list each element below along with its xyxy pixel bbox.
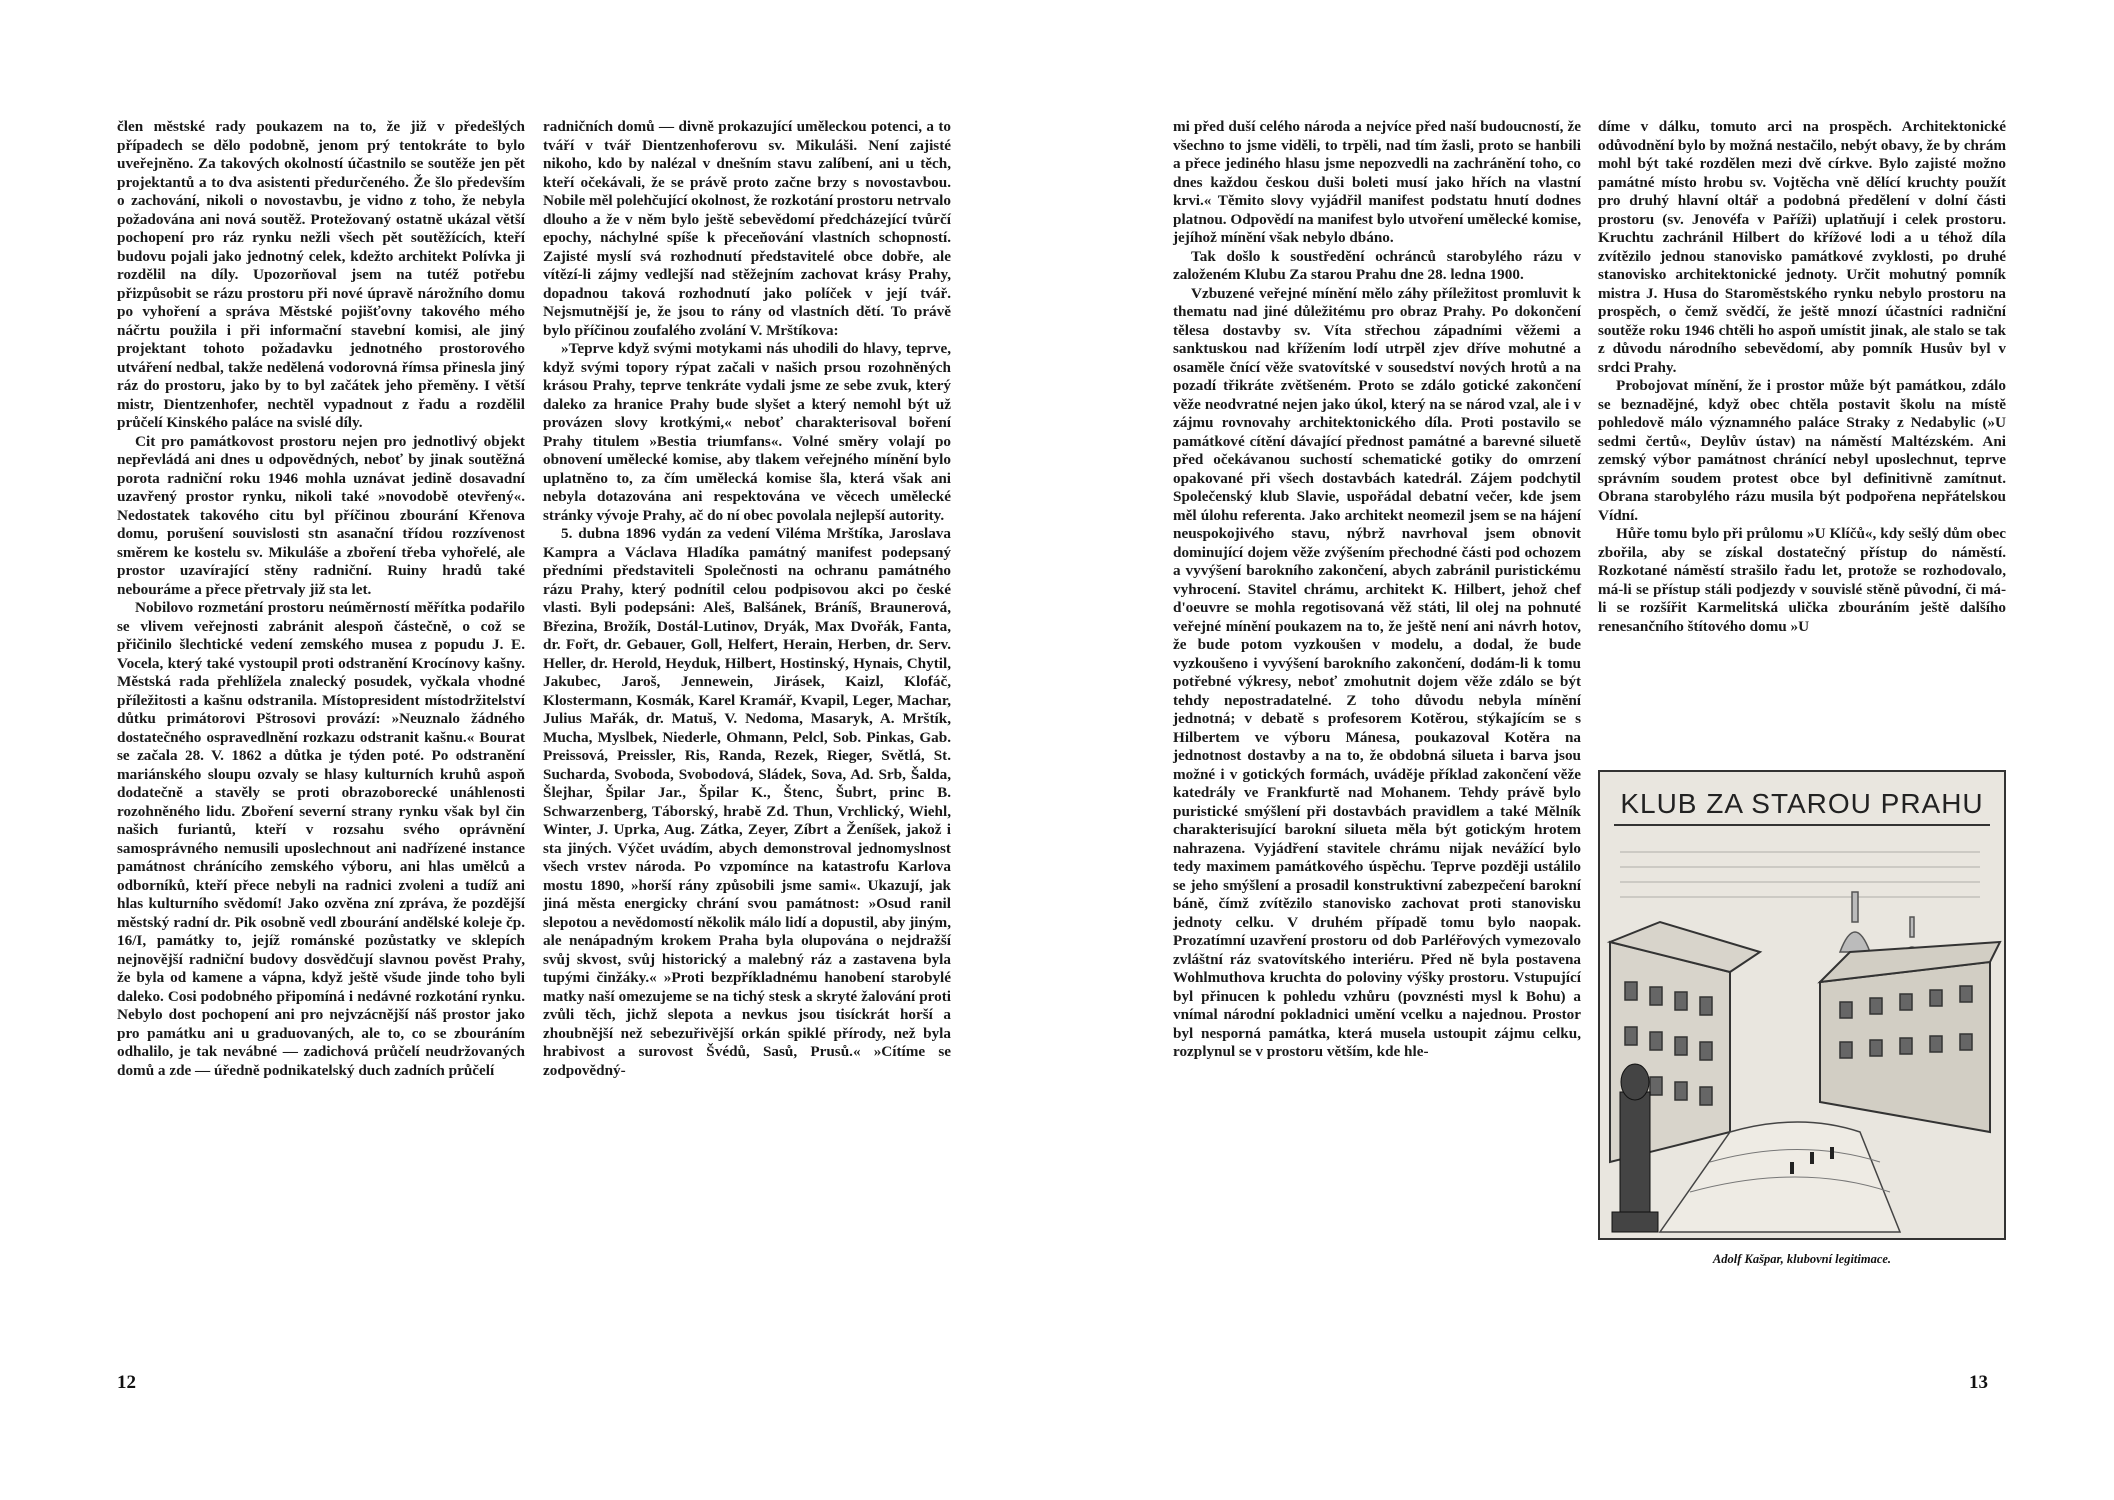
paragraph: »Teprve když svými motykami nás uhodili do hlavy, teprve, když svými topory rýpat začali v našich prsou rozohněných krásou Prahy, teprve tenkráte vydali jsme ze sebe zvuk, který daleko za hranice Prahy bude slyšet a který nemohl být už provázen slovy krotkými,« neboť charakterisoval boření Prahy titulem »Bestia triumfans«. Volné směry volají po obnovení umělecké komise, aby tlakem veřejného mínění bylo uplatněno to, za čím umělecká komise šla, která však ani nebyla dotazována ani respektována ve věcech umělecké stránky vývoje Prahy, ač do ní obec povolala nejlepší autority. — [543, 340, 951, 524]
page-number: 12 — [117, 1372, 136, 1393]
left-column-2 — [543, 118, 951, 1080]
page-number: 13 — [1969, 1372, 1988, 1393]
figure-caption: Adolf Kašpar, klubovní legitimace. — [1712, 1252, 1892, 1266]
paragraph: radničních domů — divně prokazující uměleckou potenci, a to tváří v tvář Dientzenhoferovu sv. Mikuláši. Není zajisté nikoho, kdo by nalézal v dnešním stavu zalíbení, ani u těch, kteří očekávali, že se právě proto začne brzy s novostavbou. Nobile měl polehčující okolnost, že rozkotání prostoru netrvalo dlouho a že v něm bylo ještě sebevědomí předcházející tvůrčí epochy, náchylné spíše k přeceňování vlastních schopností. Zajisté myslí svá rozhodnutí představitelé obce dobře, ale vítězí-li zájmy vedlejší nad stěžejním zachovat krásy Prahy, dopadnou taková rozhodnutí jako políček v její tvář. Nejsmutnější je, že jsou to rány od vlastních dětí. To právě bylo příčinou zoufalého zvolání V. Mrštíkova: — [543, 118, 951, 339]
right-column-2 — [1598, 118, 2006, 636]
paragraph: Tak došlo k soustředění ochránců starobylého rázu v založeném Klubu Za starou Prahu dne 28. ledna 1900. — [1173, 247, 1581, 283]
paragraph: Probojovat mínění, že i prostor může být památkou, zdálo se beznadějné, když obec chtěla postavit školu na místě pohledově málo významného paláce Straky z Nedabylic (»U sedmi čertů«, Deylův ústav) na náměstí Maltézském. Ani zemský výbor památnost chránící nebyl uposlechnut, teprve správním soudem protest obce byl definitivně zamítnut. Obrana starobylého rázu musila být podpořena nepřátelskou Vídní. — [1598, 377, 2006, 524]
illustration-title: KLUB ZA STAROU PRAHU — [1614, 788, 1990, 826]
right-page — [1057, 0, 2114, 1500]
paragraph: díme v dálku, tomuto arci na prospěch. Architektonické odůvodnění bylo by možná nestačilo, nebýt obavy, že by chrám mohl být také rozdělen mezi dvě církve. Bylo zajisté možno památné místo hrobu sv. Vojtěcha vně dělící kruchty použít pro druhý hlavní oltář a podobná předělení v dolní části prostoru (sv. Jenovéfa v Paříži) uplatňují i celek prostoru. Kruchtu zachránil Hilbert do křížové lodi a u téhož díla zvítězilo jednou stanovisko památkové zvyklosti, po druhé stanovisko architektonické jednoty. Určit mohutný pomník mistra J. Husa do Staroměstského rynku nebylo prostoru na prospěch, o čemž svědčí, že ještě mnozí účastníci radniční soutěže roku 1946 chtěli ho aspoň umístit jinak, ale stalo se tak z důvodu národního sebevědomí, aby pomník Husův byl v srdci Prahy. — [1598, 118, 2006, 376]
left-column-1 — [117, 118, 525, 1080]
paragraph: Hůře tomu bylo při průlomu »U Klíčů«, kdy sešlý dům obec zbořila, aby se získal dostatečný přístup do náměstí. Rozkotané náměstí strašilo řadu let, protože se rozhodovalo, má-li se přístup stáli podjezdy v souvislé stěně původní, či má-li se rozšířit Karmelitská ulička zbouráním ještě dalšího renesančního štítového domu »U — [1598, 525, 2006, 635]
paragraph: Cit pro památkovost prostoru nejen pro jednotlivý objekt nepřevládá ani dnes u odpovědných, neboť by jinak soutěžná porota radniční roku 1946 mohla uznávat jedině dosavadní uzavřený prostor rynku, nikoli také »novodobě otevřený«. Nedostatek takového citu byl příčinou zbourání Křenova domu, porušení souvislosti stn asanační třídou rozzívenost směrem ke kostelu sv. Mikuláše a zboření třeba vyhořelé, ale prostor uzavírající stěny radniční. Ruiny hradů také nebouráme a přece přetrvaly již sta let. — [117, 432, 525, 598]
right-column-1 — [1173, 118, 1581, 1062]
paragraph: člen městské rady poukazem na to, že již v předešlých případech se dělo podobně, jenom prý tentokráte to bylo uveřejněno. Za takových okolností účastnilo se soutěže jen pět projektantů a to dva asistenti předurčeného. Že šlo především o zachování, nikoli o novostavbu, je vidno z toho, že nebyla požadována ani nová soutěž. Protežovaný ostatně ukázal větší pochopení pro ráz rynku nežli všech pět soutěžících, kteří budovu pojali jako jednotný celek, kdežto architekt Polívka ji rozdělil na díly. Upozorňoval jsem na tutéž potřebu přizpůsobit se rázu prostoru při nové úpravě nárožního domu po vyhoření a správa Městské pojišťovny takového mého náčrtu použila i při informační stavební komisi, ale jiný projektant tohoto požadavku jednotného prostorového utváření nedbal, takže nedělená vodorovná římsa přinesla jiný ráz do prostoru, jako by to byl začátek jeho přeměny. I větší mistr, Dientzenhofer, nechtěl vypadnout z řadu a rozdělil průčelí Kinského paláce na svislé díly. — [117, 118, 525, 431]
paragraph: Nobilovo rozmetání prostoru neúměrností měřítka podařilo se vlivem veřejnosti zabránit alespoň částečně, o což se přičinilo šlechtické vedení zemského musea z popudu J. E. Vocela, který také vystoupil proti odstranění Krocínovy kašny. Městská rada přehlížela znalecký posudek, vyčkala vhodné příležitosti a kašnu odstranila. Místopresident místodržitelství důtku primátorovi Pštrosovi provází: »Neuznalo žádného dostatečného ospravedlnění rozkazu odstranit kašnu.« Bourat se začala 28. V. 1862 a důtka je týden poté. Po odstranění mariánského sloupu ozvaly se hlasy kulturních kruhů aspoň dodatečně a stavěly se proti obrazoborecké unáhlenosti rozohněného lidu. Zboření severní strany rynku však byl čin našich furiantů, kteří v rozsahu svého oprávnění samosprávného nemusili uposlechnout ani nadřízené instance památnost chránícího zemského výboru, ani hlas umělců a odborníků, kteří přece nebyli na radnici zvoleni a tudíž ani hlas kulturního svědomí! Jako ozvěna zní zpráva, že pozdější městský radní dr. Pik osobně vedl zbourání andělské koleje čp. 16/I, památky to, jejíž románské pozůstatky ve sklepích nejnovější radniční budovy dosvědčují slavnou pověst Prahy, že byla od kamene a vápna, když ještě všude jinde toho byli daleko. Cosi podobného připomíná i nedávné rozkotání rynku. Nebylo dost pochopení ani pro nejvzácnější náš prostor jako pro památku ani u graduovaných, ale to, co se zbouráním odhalilo, je tak nevábné — zadichová průčelí neudržovaných domů a zde — úředně podnikatelský duch zadních průčelí — [117, 599, 525, 1079]
paragraph: 5. dubna 1896 vydán za vedení Viléma Mrštíka, Jaroslava Kampra a Václava Hladíka památný manifest podepsaný předními představiteli Společnosti na ochranu památného rázu Prahy, který podnítil celou podpisovou akci po české vlasti. Byli podepsáni: Aleš, Balšánek, Bráníš, Braunerová, Březina, Brožík, Dostál-Lutinov, Dryák, Max Dvořák, Fanta, dr. Fořt, dr. Gebauer, Goll, Helfert, Herain, Herben, dr. Serv. Heller, dr. Herold, Heyduk, Hilbert, Hostinský, Hynais, Chytil, Jakubec, Jaroš, Jennewein, Jirásek, Kaizl, Klofáč, Klostermann, Kosmák, Karel Kramář, Kvapil, Leger, Machar, Julius Mařák, dr. Matuš, V. Nedoma, Masaryk, A. Mrštík, Mucha, Myslbek, Niederle, Ohmann, Pelcl, Sob. Pinkas, Gab. Preissová, Preissler, Ris, Randa, Rezek, Rieger, Světlá, St. Sucharda, Svoboda, Svobodová, Sládek, Sova, Ad. Srb, Šalda, Šlejhar, Špilar Jar., Špilar K., Štenc, Šubrt, princ B. Schwarzenberg, Táborský, hrabě Zd. Thun, Vrchlický, Wiehl, Winter, J. Uprka, Aug. Zátka, Zeyer, Zíbrt a Ženíšek, jakož i sta jiných. Výčet uvádím, abych demonstroval jednomyslnost všech vrstev národa. Po vzpomínce na katastrofu Karlova mostu 1890, »horší rány způsobili jsme sami«. Ukazují, jak jiná města energicky chrání svou památnost: »Osud ranil slepotou a nevědomostí několik málo lidí a dopustil, aby jiným, ale nenápadným krokem Praha byla olupována o nejdražší svůj skvost, svůj historický a malebný ráz a zastavena byla tupými činžáky.« »Proti bezpříkladnému hanobení starobylé matky naší omezujeme se na tichý stesk a skryté žalování proti zvůli těch, jichž slepota a nevkus jsou tisíckrát horší a zhoubnější než sebezuřivější orkán spiklé přírody, než byla hrabivost a surovost Švédů, Sasů, Prusů.« »Cítíme se zodpovědný- — [543, 525, 951, 1079]
figure-club-membership-card — [1598, 770, 2006, 1282]
prague-street-sketch — [1600, 832, 2004, 1238]
paragraph: mi před duší celého národa a nejvíce před naší budoucností, že všechno to jsme viděli, to trpěli, nad tím žasli, proto se hanbili a přece jediného hlasu jsme nepozvedli na zachránění toho, co dnes každou českou duši boleti musí jako hřích na vlastní krvi.« Těmito slovy vyjádřil manifest podstatu hnutí dodnes platnou. Odpovědí na manifest bylo utvoření umělecké komise, jejíhož mínění však nebylo dbáno. — [1173, 118, 1581, 246]
illustration-frame — [1598, 770, 2006, 1240]
paragraph: Vzbuzené veřejné mínění mělo záhy příležitost promluvit k thematu nad jiné důležitému pro obraz Prahy. Po dokončení tělesa dostavby sv. Víta střechou západními věžemi a sanktuskou nad křížením lodí utrpěl zjev dříve mohutné a osaměle čnící věže svatovítské v sousedství nových hrotů a na pozadí třikráte zvětšeném. Proto se zdálo gotické zakončení věže neodvratné nejen jako úkol, který na se národ vzal, ale i v zájmu rovnovahy architektonického díla. Proti postavilo se památkové cítění dávající přednost památné a barevné siluetě před očekávanou suchostí schematické gotiky do omrzení opakované při všech dostavbách katedrál. Zájem podchytil Společenský klub Slavie, uspořádal debatní večer, kde jsem měl úlohu referenta. Jako architekt neomezil jsem se na hájení neuspokojivého stavu, nýbrž navrhoval jsem obnovit dominující dojem věže zvýšením přechodné části pod ochozem a vyvýšení barokního zakončení, abych zabránil puristickému vyhrocení. Stavitel chrámu, architekt K. Hilbert, jehož chef d'oeuvre se mohla regotisovaná věž státi, lil olej na pohnuté veřejné mínění poukazem na to, že ještě není ani návrh hotov, že bude potom vyzkoušen v modelu, a dodal, že bude vyzkoušeno i vyvýšení barokního zakončení, dodám-li k tomu potřebné výkresy, neboť zmohutnit dojem věže zdálo se být tehdy nepostradatelné. Z toho důvodu nebyla mínění jednotná; v debatě s profesorem Kotěrou, stýkajícím se s Hilbertem ve výboru Mánesa, poukazoval Kotěra na jednotnost dostavby a na to, že obdobná silueta i barva jsou možné i v gotických formách, uváděje příklad zakončení věže katedrály ve Frankfurtě nad Mohanem. Tehdy právě bylo puristické smýšlení při dostavbách pravidlem a také Mělník charakterisující barokní silueta měla být gotickým hrotem nahrazena. Vyjádření stavitele chrámu nijak nevážící bylo tedy maximem památkového úspěchu. Teprve později ustálilo se jeho smýšlení a prosadil konstruktivní zabezpečení barokní báně, čímž zvítězilo stanovisko zachovat proti stanovisku jednoty celku. V druhém případě tomu bylo naopak. Prozatímní uzavření prostoru od dob Parléřových vymezovalo zvláštní ráz svatovítského interiéru. Před ně byla postavena Wohlmuthova kruchta do poloviny výšky prostoru. Vstupující byl přinucen k pohledu vzhůru (povznésti mysl k Bohu) a vnímal národní pokladnici umění vcelku a najednou. Prostor byl nesporná památka, která musela ustoupit zájmu celku, rozplynul se v prostoru větším, kde hle- — [1173, 284, 1581, 1060]
